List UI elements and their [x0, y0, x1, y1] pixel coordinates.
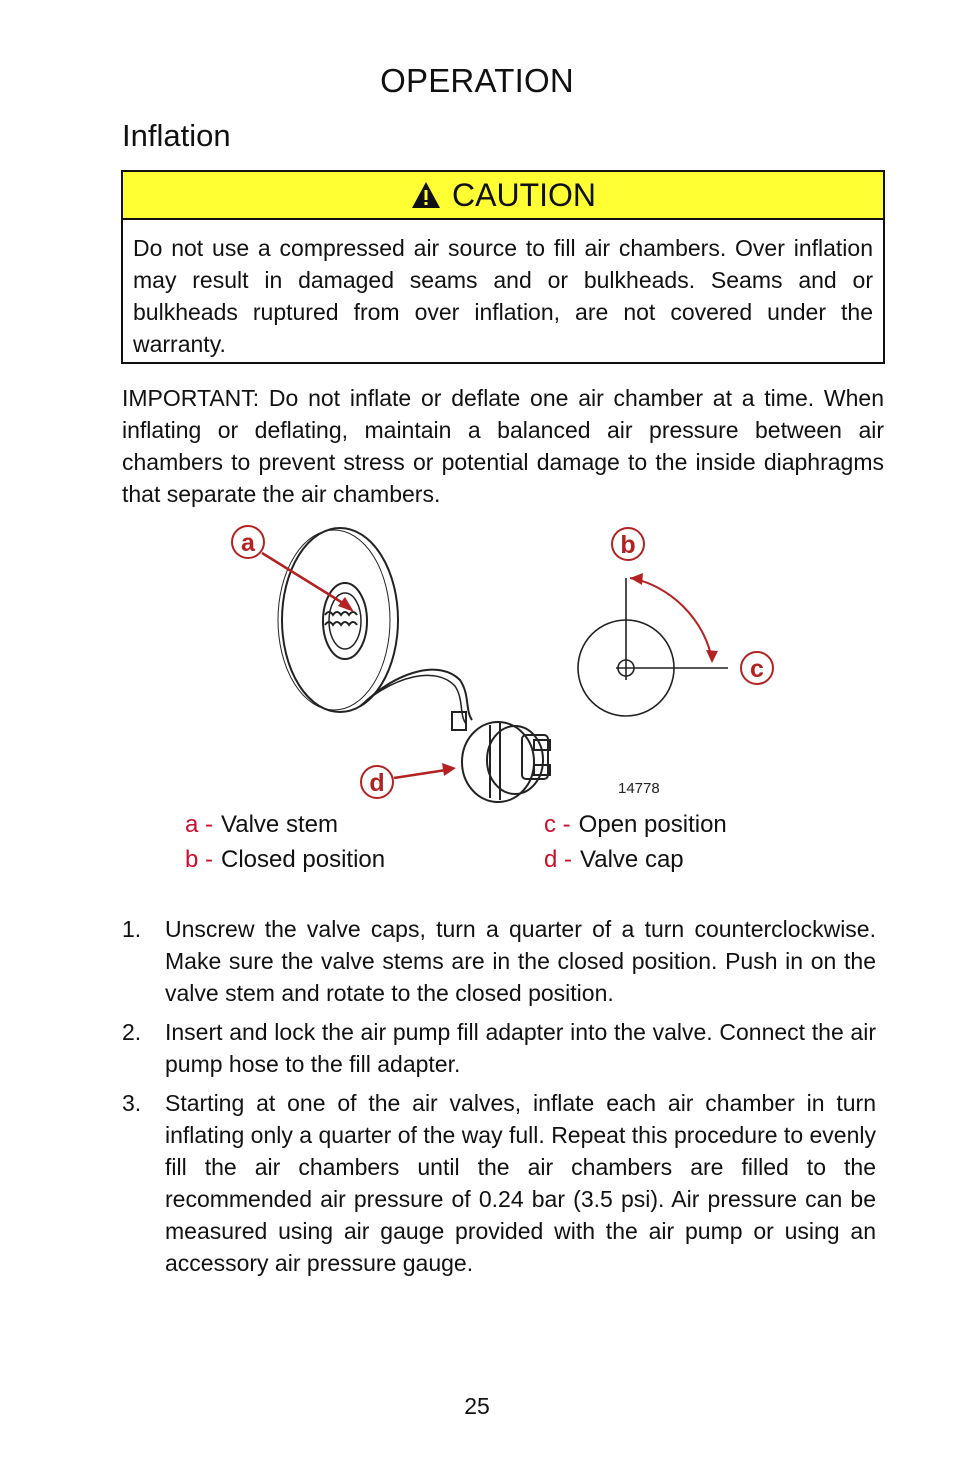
- callout-d: [361, 763, 456, 798]
- list-item: [122, 1016, 876, 1080]
- svg-text:b: b: [620, 531, 636, 559]
- legend-item-open-position: [544, 810, 727, 840]
- callout-b: [612, 528, 644, 560]
- rotation-arrowhead-closed: [630, 573, 643, 585]
- svg-text:a: a: [241, 529, 255, 557]
- step-text: Insert and lock the air pump fill adapter into the valve. Connect the air pump hose to the fill adapter.: [165, 1019, 876, 1077]
- callout-c: [741, 652, 773, 684]
- step-number: 3.: [122, 1090, 142, 1116]
- caution-header: [123, 172, 883, 220]
- step-text: Starting at one of the air valves, inflate each air chamber in turn inflating only a quarter of the way full. Repeat this procedure to evenly fill the air chambers until the air chambers are filled to the recommended air pressure of 0.24 bar (3.5 psi). Air pressure can be measured using air gauge provided with the air pump or using an accessory air pressure gauge.: [165, 1090, 876, 1276]
- warning-icon: [410, 180, 442, 210]
- legend-item-valve-stem: [185, 810, 338, 840]
- step-text: Unscrew the valve caps, turn a quarter of a turn counterclockwise. Make sure the valve stems are in the closed position. Push in on the valve stem and rotate to the closed position.: [165, 916, 876, 1006]
- rotation-arrowhead-open: [706, 650, 718, 663]
- legend-label: Valve cap: [580, 846, 684, 873]
- section-title: Inflation: [122, 118, 231, 153]
- list-item: [122, 913, 876, 1009]
- important-note: IMPORTANT: Do not inflate or deflate one air chamber at a time. When inflating or deflating, maintain a balanced air pressure between air chambers to prevent stress or potential damage to the inside diaphragms that separate the air chambers.: [122, 385, 884, 507]
- page-title: OPERATION: [380, 62, 574, 99]
- step-number: 2.: [122, 1019, 142, 1045]
- legend-item-closed-position: [185, 845, 385, 875]
- figure-number: 14778: [618, 780, 660, 797]
- legend-key: b -: [185, 846, 214, 873]
- callout-a: [232, 526, 354, 612]
- list-item: [122, 1087, 876, 1279]
- rotation-arrow: [630, 578, 712, 660]
- valve-cap-drawing: [452, 712, 550, 802]
- legend-key: c -: [544, 811, 571, 838]
- step-number: 1.: [122, 916, 142, 942]
- legend-label: Closed position: [221, 846, 386, 873]
- valve-figure: [200, 520, 800, 810]
- legend-label: Valve stem: [221, 811, 338, 838]
- caution-box: [121, 170, 885, 364]
- position-diagram: [578, 578, 728, 716]
- caution-text: Do not use a compressed air source to fill air chambers. Over inflation may result in damaged seams and or bulkheads. Seams and or bulkheads ruptured from over inflation, are not covered under the warranty.: [133, 235, 873, 357]
- svg-text:c: c: [750, 655, 764, 683]
- legend-key: d -: [544, 846, 573, 873]
- legend-key: a -: [185, 811, 214, 838]
- svg-text:d: d: [369, 769, 385, 797]
- legend-item-valve-cap: [544, 845, 684, 875]
- caution-label: CAUTION: [452, 176, 596, 213]
- legend-label: Open position: [578, 811, 727, 838]
- steps-list: [122, 913, 876, 1286]
- page-number: 25: [464, 1393, 490, 1419]
- valve-body-drawing: [278, 528, 472, 724]
